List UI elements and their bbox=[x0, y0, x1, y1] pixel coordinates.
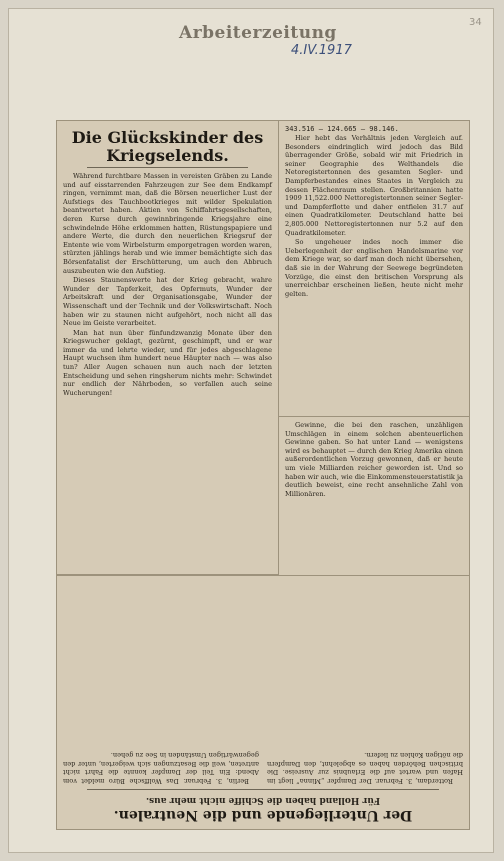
tonnage-numbers: 343.516 — 124.665 — 98.146. bbox=[285, 125, 399, 133]
article-bottom-columns bbox=[63, 750, 463, 785]
page-mark: 34 bbox=[469, 17, 482, 28]
paragraph: Während furchtbare Massen in vereisten Gräben zu Lande und auf eisstarrenden Fahrzeugen zur See dem Endkampf ringen, vernimmt man, daß die Börsen neuerlicher Lust der Aufstiegs des Tauchbootkrieges mit wilder Spekulation beantwortet haben. Aktien von Schiffahrtsgesellschaften, deren Kurse durch gewinnbringende Kriegsjahre eine schwindelnde Höhe erklommen hatten, Rüstungspapiere und andere Werte, die durch den neuerlichen Kriegsruf der Entente wie vom Wirbelsturm emporgetragen worden waren, stürzten jählings herab und wie immer bemächtigte sich das Börsenfatalist der Erschütterung, um auch den Abbruch auszubeuten wie den Aufstieg. bbox=[63, 172, 272, 275]
clipping-right-top bbox=[278, 120, 470, 417]
paragraph: Berlin, 3. Februar. Das Wolffsche Büro meldet vom Abend: Ein Teil der Dampfer konnte die Fahrt nicht antreten, weil die Besatzungen sich weigerten, unter den gegenwärtigen Umständen in See zu gehen. bbox=[63, 751, 259, 785]
handwritten-date: 4.IV.1917 bbox=[291, 43, 352, 58]
paragraph: Rotterdam, 3. Februar. Der Dampfer „Minna“ liegt im Hafen und wartet auf die Erlaubnis zur Ausreise. Die britischen Behörden haben es abgelehnt, den Dampfern die nötigen Kohlen zu liefern. bbox=[267, 751, 463, 785]
clipping-left bbox=[56, 120, 279, 575]
article-left-body bbox=[63, 172, 272, 397]
article-bottom-col-1 bbox=[267, 750, 463, 785]
article-left-title: Die Glückskinder des Kriegselends. bbox=[71, 128, 264, 165]
clipping-right-bottom bbox=[278, 416, 470, 576]
paragraph: Man hat nun über fünfundzwanzig Monate über den Kriegswucher geklagt, gezürnt, geschimpft, und er war immer da und lehrte wieder, und für jedes abgeschlagene Haupt wuchsen ihm hundert neue Häupter nach — was also tun? Aller Augen schauen nun auch nach der letzten Entscheidung und sehen ringsherum nichts mehr: Schwindet nur endlich der Nährboden, so verfallen auch seine Wucherungen! bbox=[63, 328, 272, 397]
title-rule bbox=[87, 789, 439, 790]
paragraph: Hier hebt das Verhältnis jeden Vergleich auf. Besonders eindringlich wird jedoch das Bild überragender Größe, sobald wir mit Friedrich in seiner Geographie des Welthandels die Netoregistertonnen des gesamten Segler- und Dampferbestandes eines Staates in Vergleich zu dessen Flächenraum stellen. Großbritannien hatte 1909 11,522.000 Nettoregistertonnen seiner Segler- und Dampferflotte und daher entfielen 31.7 auf einen Quadratkilometer. Deutschland hatte bei 2,805.000 Nettoregistertonnen nur 5.2 auf den Quadratkilometer. bbox=[285, 134, 463, 237]
article-bottom-col-2 bbox=[63, 750, 259, 785]
paragraph: Dieses Staunenswerte hat der Krieg gebracht, wahre Wunder der Tapferkeit, des Opfermuts, Wunder der Arbeitskraft und der Organisationsgabe, Wunder der Wissenschaft und der Technik und der Volkswirtschaft. Noch haben wir zu staunen nicht aufgehört, noch nicht all das Neue im Geiste verarbeitet. bbox=[63, 276, 272, 328]
paragraph: Gewinne, die bei den raschen, unzähligen Umschlägen in einem solchen abenteuerlichen Gewinne gaben. So hat unter Land — wenigstens wird es behauptet — durch den Krieg Amerika einen außerordentlichen Vorzug gewonnen, daß er heute um viele Milliarden reicher geworden ist. Und so haben wir auch, wie die Einkommensteuerstatistik ja deutlich beweist, eine recht ansehnliche Zahl von Millionären. bbox=[285, 421, 463, 498]
article-bottom-title: Der Unterliegende und die Neutralen. bbox=[113, 807, 413, 823]
article-right-top-body bbox=[285, 134, 463, 298]
paragraph: So ungeheuer indes noch immer die Ueberlegenheit der englischen Handelsmarine vor dem Kriege war, so darf man doch nicht übersehen, daß sie in der Wahrung der Seewege begründeten Vorzüge, die einst den britischen Vorsprung als unerreichbar erscheinen ließen, heute nicht mehr gelten. bbox=[285, 238, 463, 298]
title-rule bbox=[87, 167, 248, 168]
article-bottom-subtitle: Für Holland haben die Schiffe nicht mehr aus. bbox=[145, 795, 381, 805]
newspaper-stamp: Arbeiterzeitung bbox=[179, 23, 337, 43]
clipping-bottom-upside-down bbox=[56, 575, 470, 830]
article-right-bottom-body bbox=[285, 421, 463, 498]
